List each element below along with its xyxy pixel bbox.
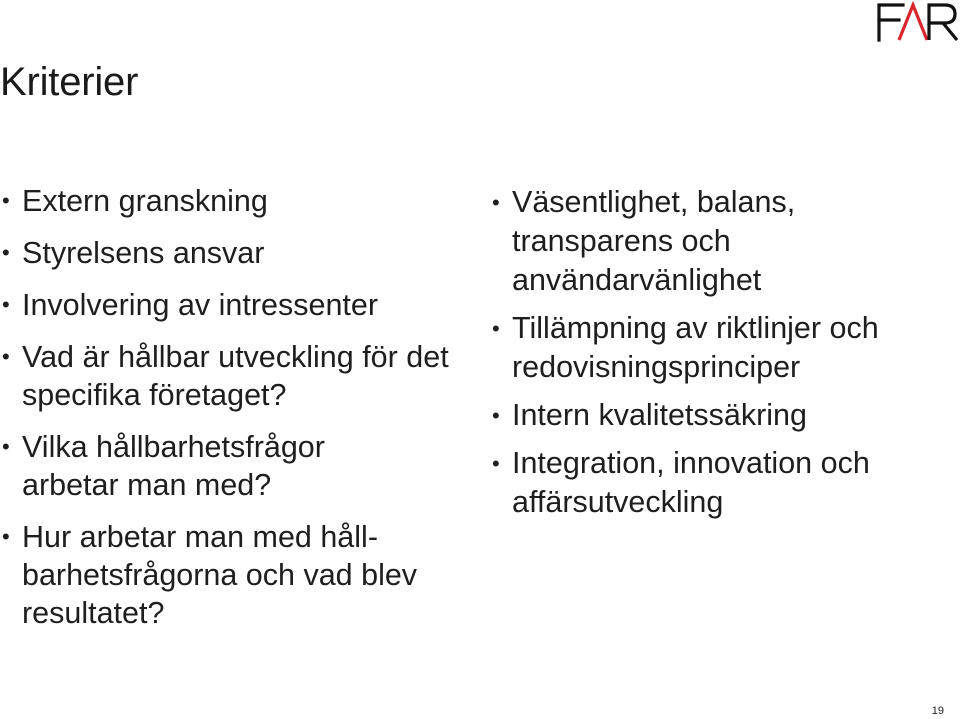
bullet-text: Väsentlighet, balans, transparens och användarvänlighet xyxy=(512,185,796,297)
bullet-item xyxy=(0,428,402,504)
bullet-text: Vad är hållbar utveckling för det specifika företaget? xyxy=(22,340,449,412)
bullet-text: Involvering av intressenter xyxy=(22,288,379,322)
bullet-text: Vilka hållbarhetsfrågor arbetar man med? xyxy=(22,430,325,502)
bullet-text: Integration, innovation och affärsutveckling xyxy=(512,446,870,519)
bullet-text: Hur arbetar man med håll-barhetsfrågorna och vad blev resultatet? xyxy=(22,520,418,630)
bullet-glyph: • xyxy=(492,451,500,476)
left-bullet-list xyxy=(0,182,470,646)
right-bullet-list xyxy=(490,183,955,531)
bullet-item xyxy=(0,518,442,632)
far-logo-icon xyxy=(873,0,960,42)
bullet-text: Tillämpning av riktlinjer och redovisningsprinciper xyxy=(512,311,879,384)
bullet-item xyxy=(0,286,470,324)
page-number: 19 xyxy=(931,705,944,717)
bullet-item xyxy=(490,396,955,435)
slide-title: Kriterier xyxy=(0,60,139,104)
bullet-text: Intern kvalitetssäkring xyxy=(512,398,807,432)
bullet-text: Styrelsens ansvar xyxy=(22,236,265,270)
bullet-glyph: • xyxy=(2,240,10,265)
bullet-glyph: • xyxy=(492,403,500,428)
bullet-text: Extern granskning xyxy=(22,184,268,218)
bullet-item xyxy=(0,234,470,272)
bullet-glyph: • xyxy=(2,434,10,459)
bullet-item xyxy=(0,338,477,414)
bullet-glyph: • xyxy=(2,524,10,549)
bullet-glyph: • xyxy=(2,344,10,369)
bullet-item xyxy=(0,182,470,220)
bullet-glyph: • xyxy=(2,188,10,213)
bullet-item xyxy=(490,309,952,387)
bullet-item xyxy=(490,183,872,300)
far-logo xyxy=(873,0,960,42)
bullet-glyph: • xyxy=(492,190,500,215)
bullet-glyph: • xyxy=(2,292,10,317)
bullet-item xyxy=(490,444,952,522)
bullet-glyph: • xyxy=(492,316,500,341)
